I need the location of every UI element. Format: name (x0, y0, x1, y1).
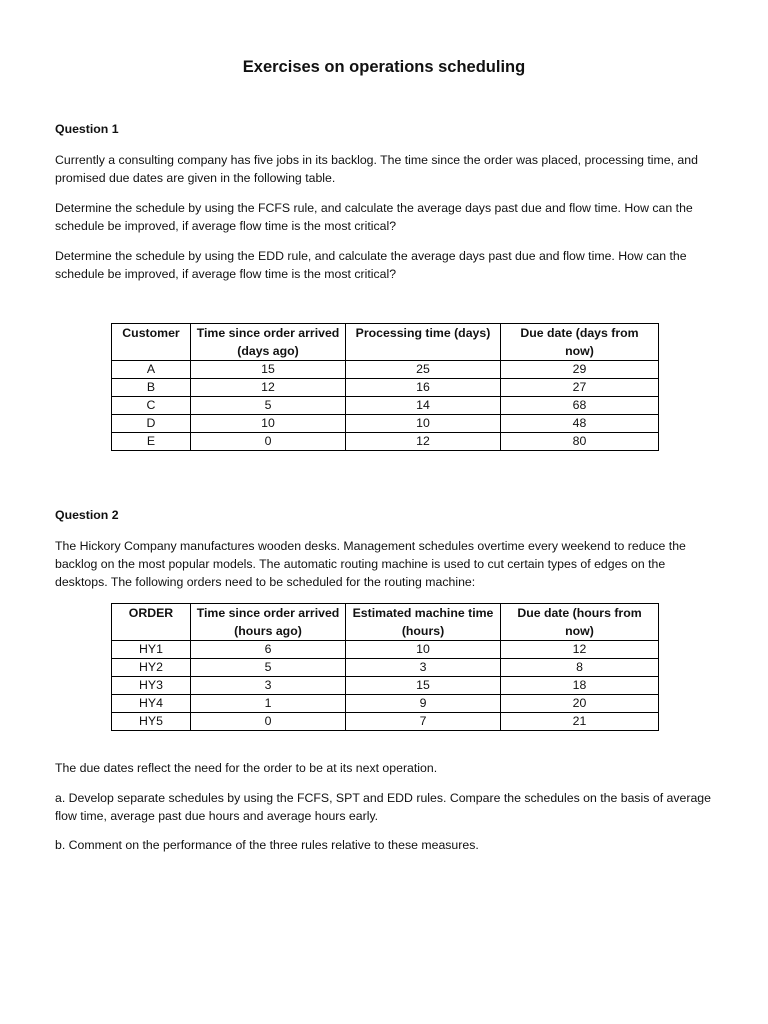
table-cell: HY4 (112, 695, 191, 713)
table-cell: HY1 (112, 641, 191, 659)
table-cell: 27 (501, 379, 659, 397)
table-cell: 6 (191, 641, 346, 659)
question-2-paragraph (55, 537, 715, 591)
column-header-due-date: Due date (hours from now) (501, 604, 659, 641)
question-2-part-b (55, 836, 715, 854)
table-row (112, 397, 659, 415)
column-header-time-since-order: Time since order arrived (hours ago) (191, 604, 346, 641)
table-cell: 21 (501, 713, 659, 731)
paragraph: Determine the schedule by using the FCFS rule, and calculate the average days past due and flow time. How can the schedule be improved, if average flow time is the most critical? (55, 201, 693, 233)
table-cell: 10 (346, 641, 501, 659)
table-cell: HY2 (112, 659, 191, 677)
table-cell: 68 (501, 397, 659, 415)
table-row (112, 415, 659, 433)
table-cell: HY3 (112, 677, 191, 695)
table-cell: 12 (346, 433, 501, 451)
table-cell: 80 (501, 433, 659, 451)
paragraph: a. Develop separate schedules by using the FCFS, SPT and EDD rules. Compare the schedules on the basis of average flow time, average past due hours and average hours early. (55, 791, 711, 823)
table-cell: 20 (501, 695, 659, 713)
question-2-note (55, 759, 715, 777)
table-cell: 10 (346, 415, 501, 433)
table-cell: 9 (346, 695, 501, 713)
table-cell: 29 (501, 361, 659, 379)
column-header-order: ORDER (112, 604, 191, 641)
question-2-heading: Question 2 (55, 508, 119, 522)
column-header-machine-time: Estimated machine time (hours) (346, 604, 501, 641)
question-1-heading: Question 1 (55, 122, 119, 136)
table-cell: E (112, 433, 191, 451)
table-header-row (112, 604, 659, 641)
question-2-part-a (55, 789, 715, 825)
table-row (112, 713, 659, 731)
table-cell: 48 (501, 415, 659, 433)
question-1-paragraph (55, 247, 715, 283)
table-cell: 15 (346, 677, 501, 695)
paragraph: Determine the schedule by using the EDD rule, and calculate the average days past due and flow time. How can the schedule be improved, if average flow time is the most critical? (55, 249, 687, 281)
table-header-row (112, 324, 659, 361)
table-cell: HY5 (112, 713, 191, 731)
table-cell: 14 (346, 397, 501, 415)
table-cell: 25 (346, 361, 501, 379)
table-row (112, 695, 659, 713)
table-row (112, 433, 659, 451)
paragraph: Currently a consulting company has five jobs in its backlog. The time since the order was placed, processing time, and promised due dates are given in the following table. (55, 153, 698, 185)
table-row (112, 641, 659, 659)
table-cell: 15 (191, 361, 346, 379)
table-cell: 12 (501, 641, 659, 659)
page-title: Exercises on operations scheduling (242, 58, 526, 76)
table-cell: C (112, 397, 191, 415)
table-cell: 12 (191, 379, 346, 397)
table-cell: D (112, 415, 191, 433)
table-cell: 5 (191, 397, 346, 415)
question-2-table (111, 603, 659, 731)
column-header-time-since-order: Time since order arrived (days ago) (191, 324, 346, 361)
table-cell: 16 (346, 379, 501, 397)
paragraph: The Hickory Company manufactures wooden desks. Management schedules overtime every weekend to reduce the backlog on the most popular models. The automatic routing machine is used to cut certain types of edges on the desktops. The following orders need to be scheduled for the routing machine: (55, 539, 686, 589)
table-cell: 5 (191, 659, 346, 677)
table-cell: B (112, 379, 191, 397)
column-header-due-date: Due date (days from now) (501, 324, 659, 361)
table-cell: 3 (346, 659, 501, 677)
paragraph: The due dates reflect the need for the order to be at its next operation. (55, 761, 438, 775)
table-row (112, 361, 659, 379)
table-cell: 3 (191, 677, 346, 695)
paragraph: b. Comment on the performance of the three rules relative to these measures. (55, 838, 479, 852)
question-1-paragraph (55, 199, 715, 235)
table-row (112, 677, 659, 695)
table-cell: A (112, 361, 191, 379)
question-1-table (111, 323, 659, 451)
table-cell: 0 (191, 433, 346, 451)
table-row (112, 379, 659, 397)
table-cell: 7 (346, 713, 501, 731)
table-cell: 1 (191, 695, 346, 713)
table-cell: 18 (501, 677, 659, 695)
table-cell: 10 (191, 415, 346, 433)
table-cell: 8 (501, 659, 659, 677)
question-1-paragraph (55, 151, 715, 187)
column-header-processing-time: Processing time (days) (346, 324, 501, 361)
column-header-customer: Customer (112, 324, 191, 361)
table-row (112, 659, 659, 677)
table-cell: 0 (191, 713, 346, 731)
